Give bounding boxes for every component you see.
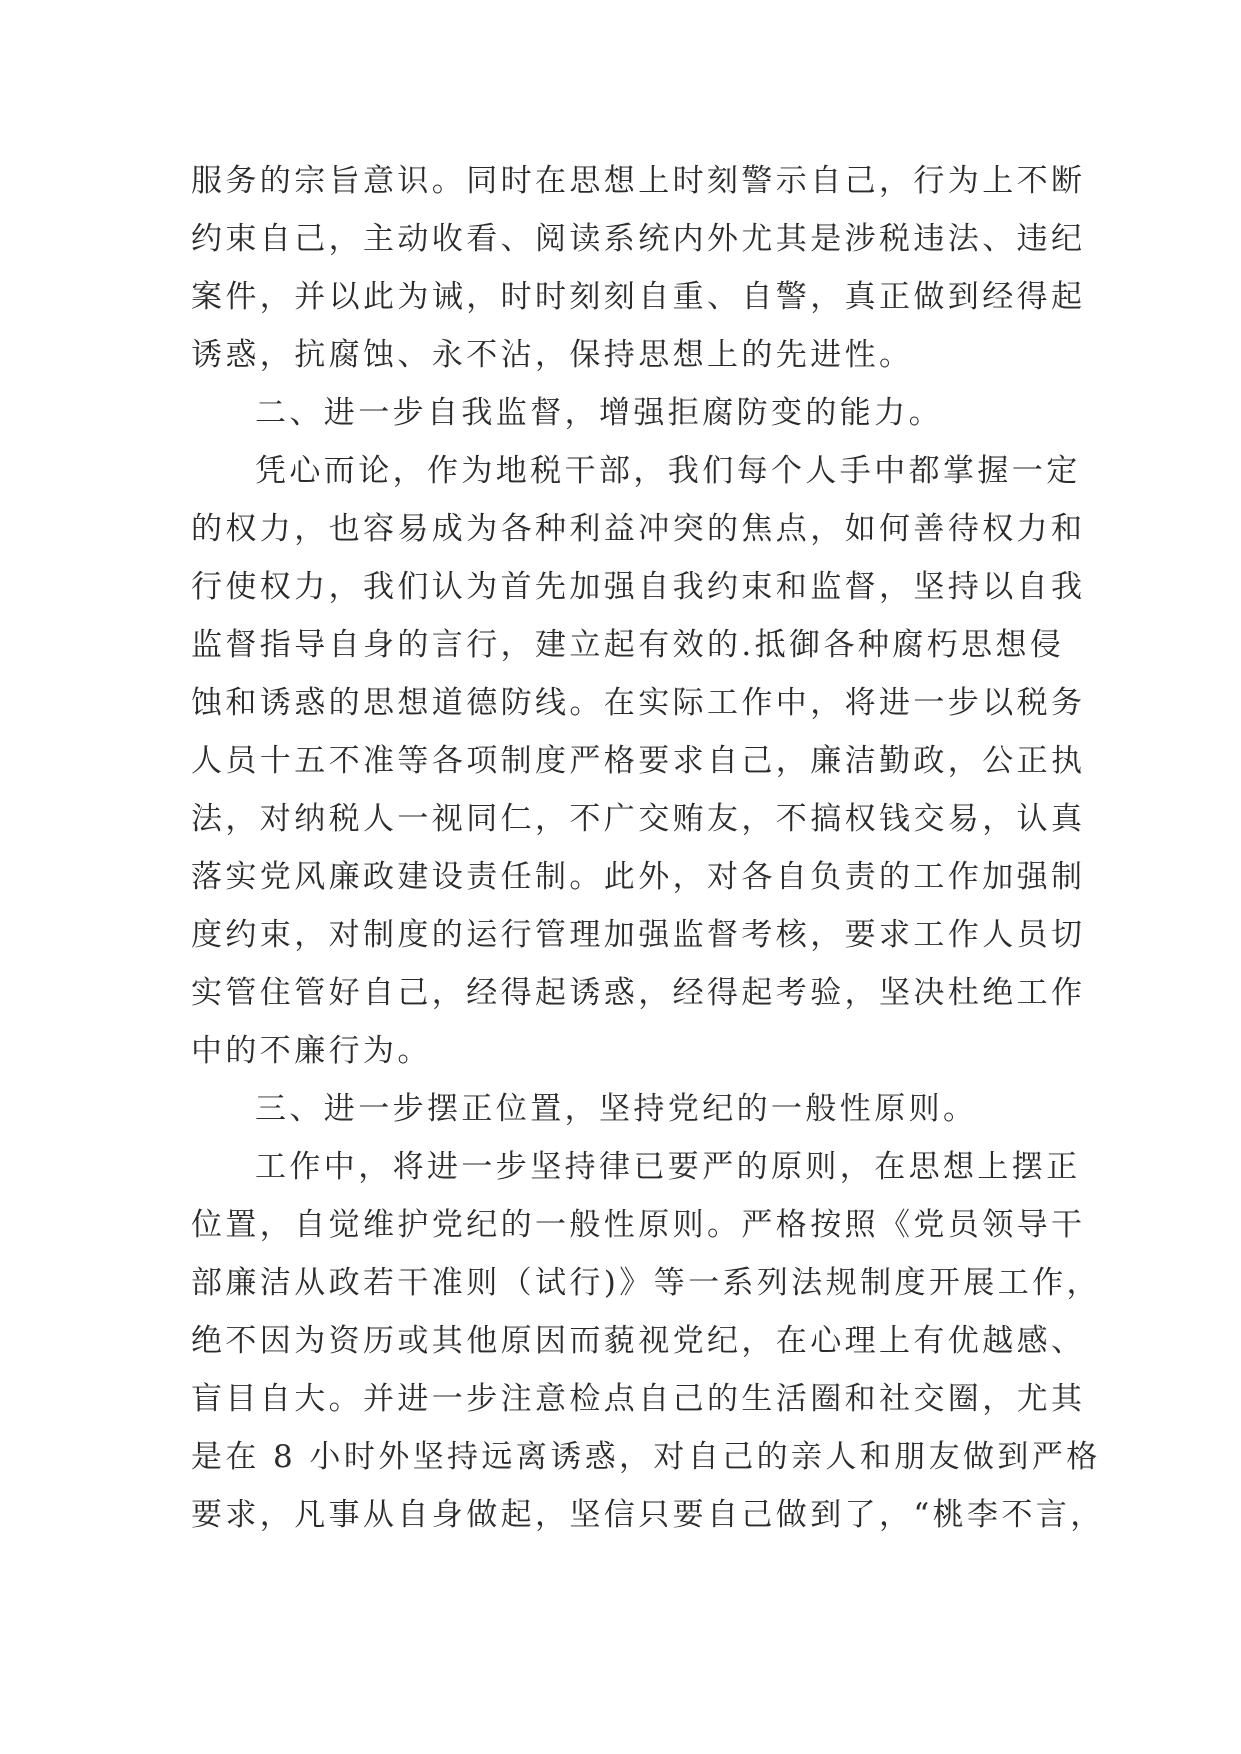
text-line: 要求，凡事从自身做起，坚信只要自己做到了，“桃李不言， [191,1497,1105,1533]
text-line: 人员十五不准等各项制度严格要求自己，廉洁勤政，公正执 [191,743,1086,779]
text-line: 落实党风廉政建设责任制。此外，对各自负责的工作加强制 [191,859,1086,895]
text-line: 部廉洁从政若干准则（试行)》等一系列法规制度开展工作， [191,1265,1101,1301]
text-line: 二、进一步自我监督，增强拒腐防变的能力。 [255,395,943,431]
text-line: 蚀和诱惑的思想道德防线。在实际工作中，将进一步以税务 [191,685,1086,721]
text-line: 服务的宗旨意识。同时在思想上时刻警示自己，行为上不断 [191,163,1086,199]
text-line: 凭心而论，作为地税干部，我们每个人手中都掌握一定 [255,453,1081,489]
text-line: 中的不廉行为。 [191,1033,432,1069]
text-line: 约束自己，主动收看、阅读系统内外尤其是涉税违法、违纪 [191,221,1086,257]
text-line: 度约束，对制度的运行管理加强监督考核，要求工作人员切 [191,917,1086,953]
text-line: 绝不因为资历或其他原因而藐视党纪，在心理上有优越感、 [191,1323,1086,1359]
text-line: 行使权力，我们认为首先加强自我约束和监督，坚持以自我 [191,569,1086,605]
text-line: 盲目自大。并进一步注意检点自己的生活圈和社交圈，尤其 [191,1381,1086,1417]
text-line: 诱惑，抗腐蚀、永不沾，保持思想上的先进性。 [191,337,914,373]
text-line: 实管住管好自己，经得起诱惑，经得起考验，坚决杜绝工作 [191,975,1086,1011]
text-line: 位置，自觉维护党纪的一般性原则。严格按照《党员领导干 [191,1207,1086,1243]
text-line: 的权力，也容易成为各种利益冲突的焦点，如何善待权力和 [191,511,1086,547]
text-line: 工作中，将进一步坚持律已要严的原则，在思想上摆正 [255,1149,1081,1185]
text-line: 监督指导自身的言行，建立起有效的.抵御各种腐朽思想侵 [191,627,1065,663]
text-line: 三、进一步摆正位置，坚持党纪的一般性原则。 [255,1091,978,1127]
text-line: 法，对纳税人一视同仁，不广交贿友，不搞权钱交易，认真 [191,801,1086,837]
document-body [191,152,1105,1544]
text-line: 案件，并以此为诫，时时刻刻自重、自警，真正做到经得起 [191,279,1086,315]
text-line: 是在 8 小时外坚持远离诱惑，对自己的亲人和朋友做到严格 [191,1439,1101,1475]
